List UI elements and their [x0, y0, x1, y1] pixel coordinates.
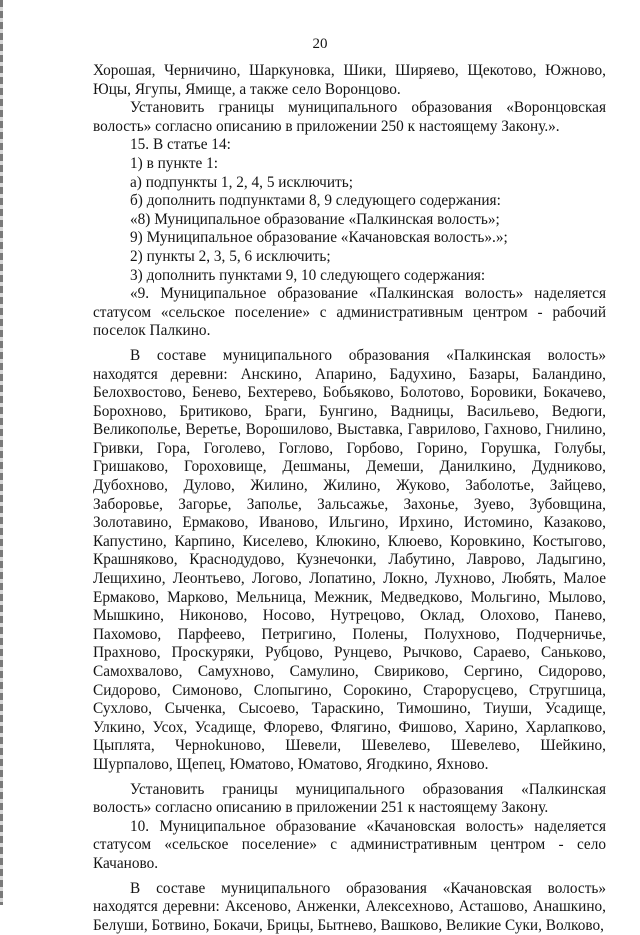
paragraph: В составе муниципального образования «Качановская волость» находятся деревни: Аксеново, Анженки, Алексехново, Асташово, Анашкино, Белуши, Ботвино, Бокачи, Брицы, Бытнево, Вашково, Великие Суки, Волково, — [93, 879, 606, 934]
paragraph: Установить границы муниципального образования «Палкинская волость» согласно описанию в приложении 251 к настоящему Закону. — [93, 780, 606, 817]
paragraph: 10. Муниципальное образование «Качановская волость» наделяется статусом «сельское поселение» с административным центром - село Качаново. — [93, 817, 606, 872]
paragraph: а) подпункты 1, 2, 4, 5 исключить; — [130, 173, 353, 191]
paragraph: 15. В статье 14: — [130, 136, 231, 154]
paragraph: 3) дополнить пунктами 9, 10 следующего содержания: — [130, 266, 486, 284]
paragraph: В составе муниципального образования «Палкинская волость» находятся деревни: Анскино, Апарино, Бадухино, Базары, Баландино, Белохвостово, Бенево, Бехтерево, Бобьяково, Болотово, Боровики, Бокачево, Борохново, Бритиково, Браги, Бунгино, Вадницы, Васильево, Ведюги, Великополье, Веретье, Ворошилово, Выставка, Гаврилово, Гахново, Гнилино, Гривки, Гора, Гоголево, Гоглово, Горбово, Горино, Горушка, Голубы, Гришаково, Гороховище, Дешманы, Демеши, Данилкино, Дудниково, Дубохново, Дулово, Жилино, Жилино, Жуково, Заболотье, Зайцево, Заборовье, Загорье, Заполье, Зальсажье, Захонье, Зуево, Зубовщина, Золотавино, Ермаково, Иваново, Ильгино, Ирхино, Истомино, Казаково, Капустино, Карпино, Киселево, Клюкино, Клюево, Коровкино, Костыгово, Крашняково, Краснодудово, Кузнечонки, Лабутино, Лаврово, Ладыгино, Лещихино, Леонтьево, Логово, Лопатино, Локно, Лухново, Любять, Малое Ермаково, Марково, Мельница, Межник, Медведково, Мольгино, Мылово, Мышкино, Никоново, Носово, Нутрецово, Оклад, Олохово, Панево, Пахомово, Парфеево, Петригино, Полены, Полухново, Подчерничье, Прахново, Проскуряки, Рубцово, Рунцево, Рычково, Сараево, Саньково, Самохвалово, Самухново, Самулино, Свириково, Сергино, Сидорово, Сидорово, Симоново, Слопыгино, Сорокино, Старорусцево, Стругшица, Сухлово, Сыченка, Сысоево, Тараскино, Тимошино, Тиуши, Усадище, Улкино, Усох, Усадище, Флорево, Флягино, Фишово, Харино, Харлапково, Цыплята, Черноkuново, Шевели, Шевелево, Шевелево, Шейкино, Шурпалово, Щепец, Юматово, Юматово, Ягодкино, Яхново. — [93, 346, 606, 773]
paragraph: б) дополнить подпунктами 8, 9 следующего содержания: — [130, 192, 501, 210]
paragraph: Хорошая, Черничино, Шаркуновка, Шики, Ширяево, Щекотово, Южново, Юцы, Ягупы, Ямище, а также село Воронцово. — [93, 62, 606, 98]
scan-edge — [0, 0, 3, 905]
paragraph: Установить границы муниципального образования «Воронцовская волость» согласно описанию в приложении 250 к настоящему Закону.». — [93, 99, 606, 135]
document-body — [93, 62, 606, 935]
page-number: 20 — [312, 36, 328, 52]
paragraph: 9) Муниципальное образование «Качановская волость».»; — [130, 229, 508, 247]
paragraph: «8) Муниципальное образование «Палкинская волость»; — [130, 210, 500, 228]
paragraph: 1) в пункте 1: — [130, 154, 219, 172]
paragraph: «9. Муниципальное образование «Палкинская волость» наделяется статусом «сельское поселение» с административным центром - рабочий поселок Палкино. — [93, 285, 606, 340]
paragraph: 2) пункты 2, 3, 5, 6 исключить; — [130, 247, 331, 265]
